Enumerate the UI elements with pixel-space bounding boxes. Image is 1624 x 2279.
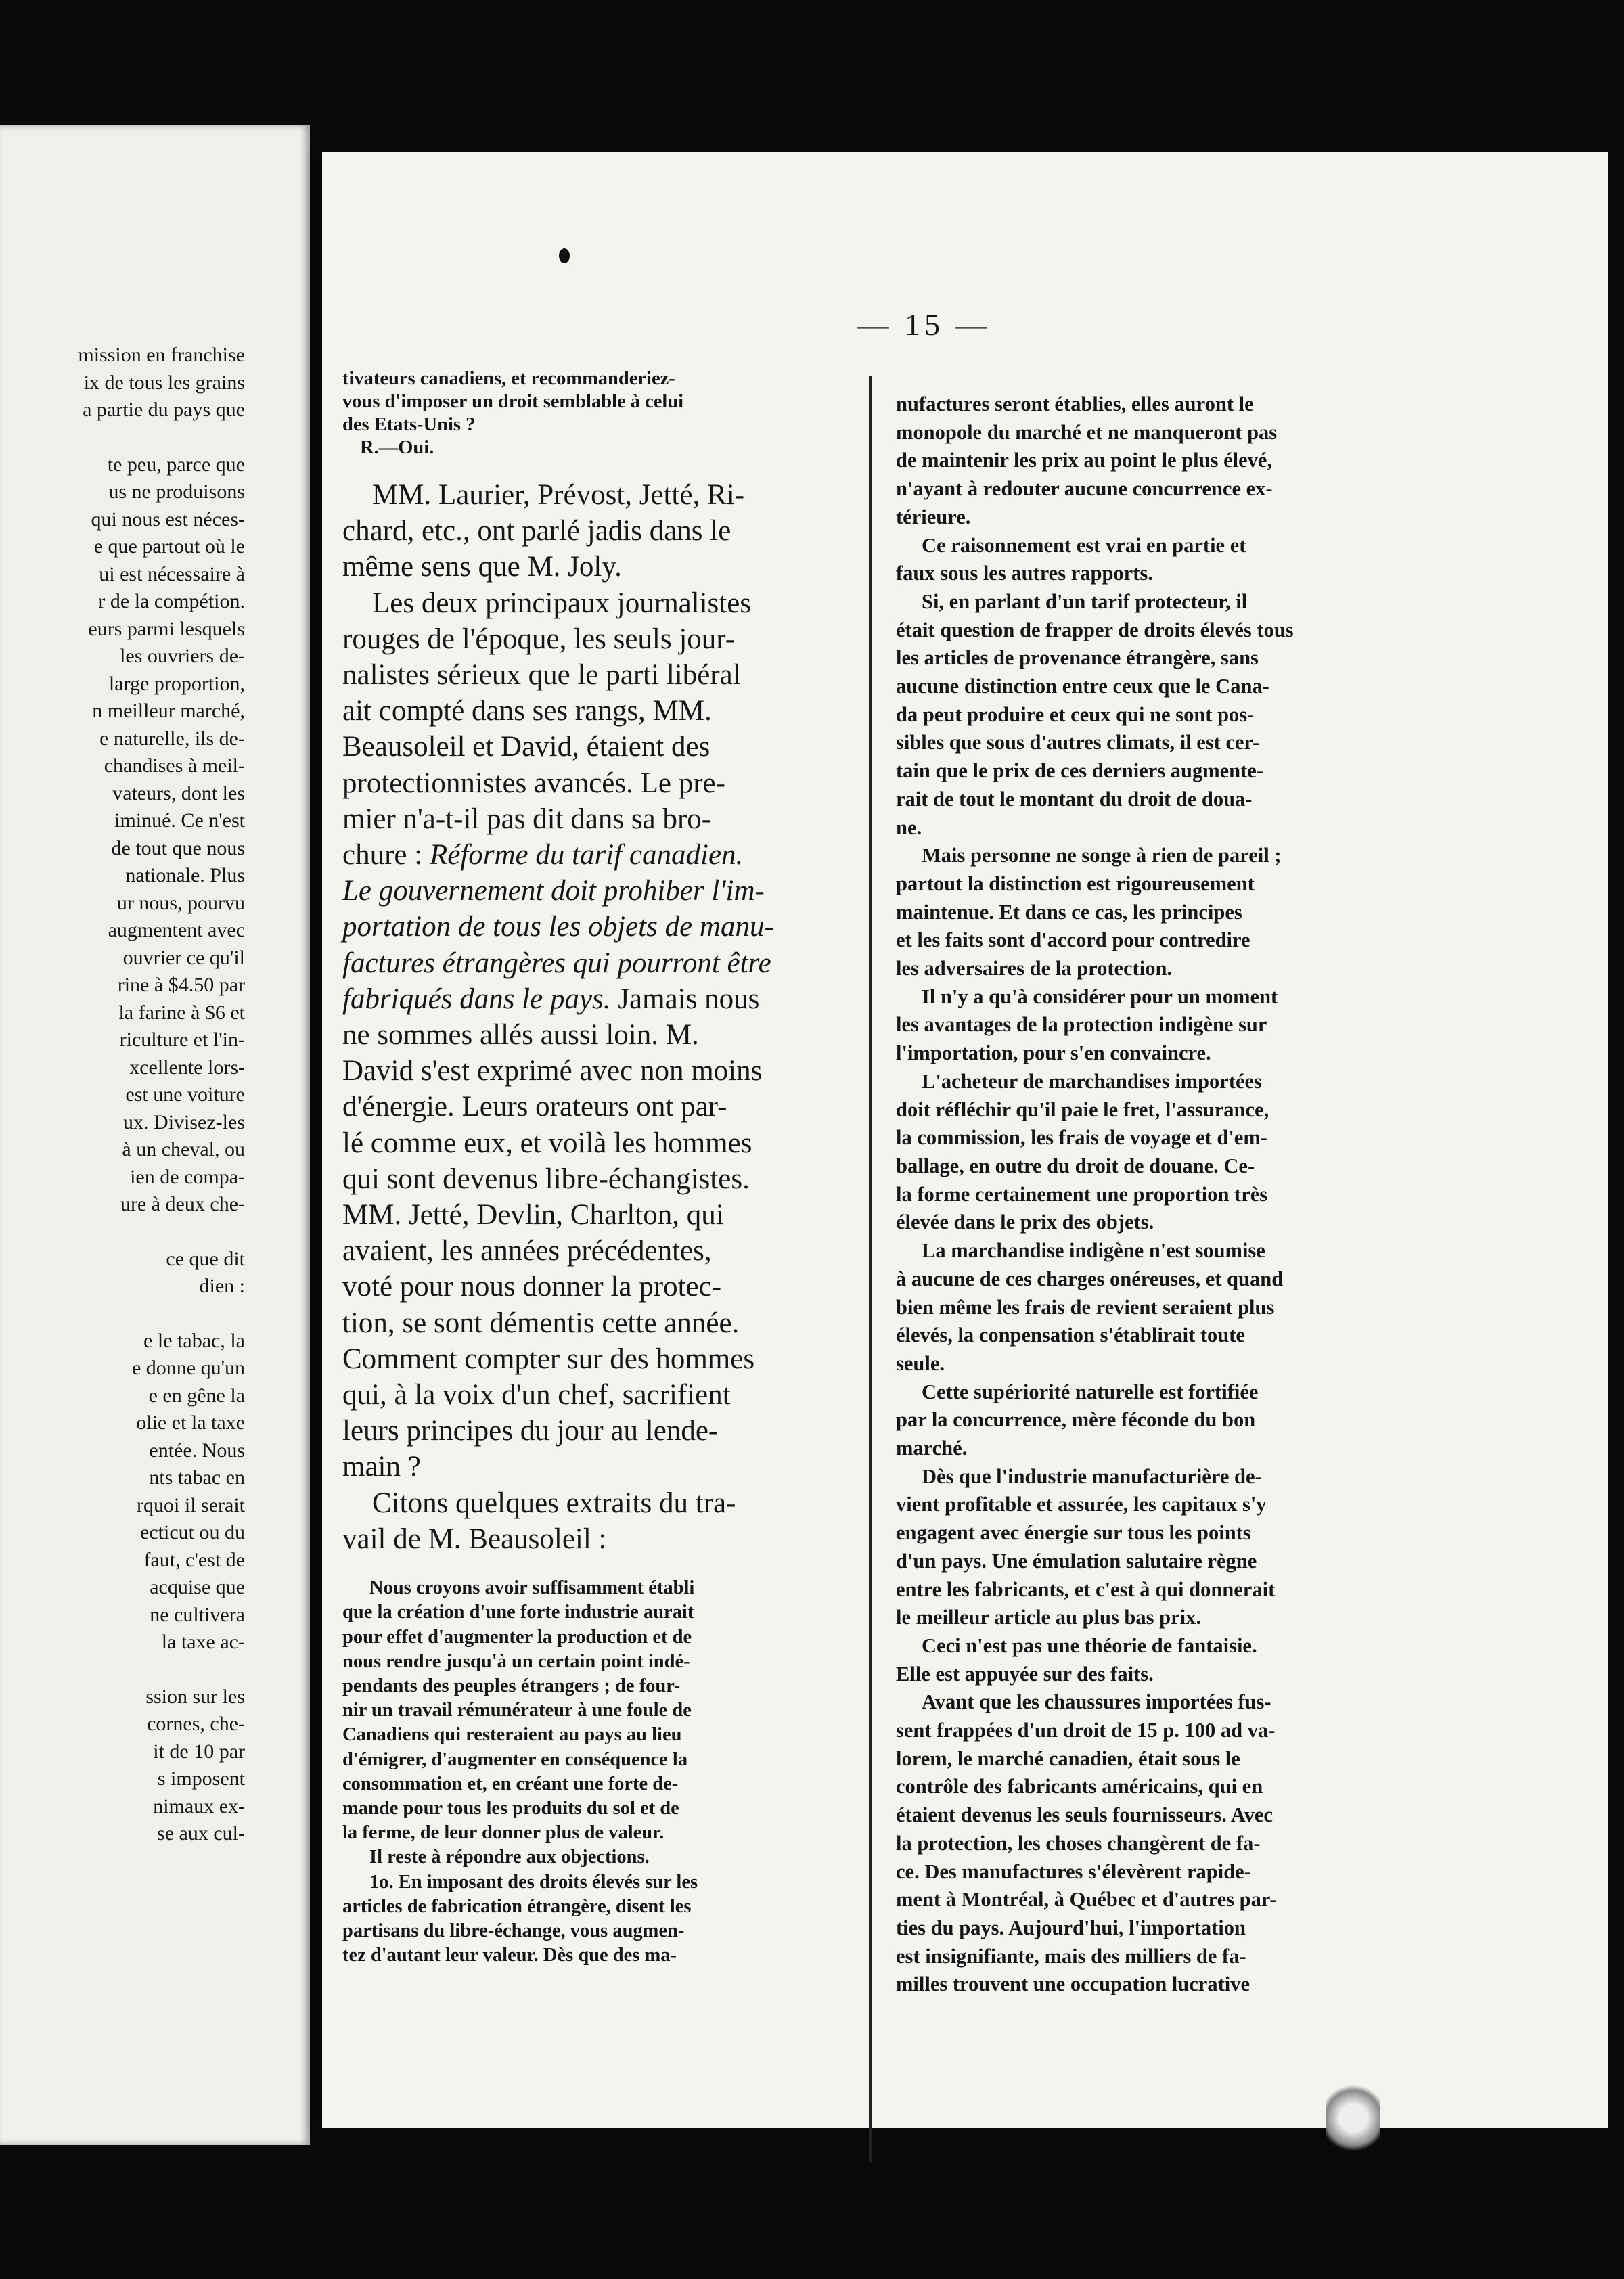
quote-line: articles de fabrication étrangère, disent les (342, 1895, 692, 1917)
left-page-line: ien de compa- (130, 1165, 245, 1188)
right-column-line: milles trouvent une occupation lucrative (896, 1972, 1250, 1996)
right-column-line: les avantages de la protection indigène sur (896, 1013, 1267, 1037)
italic-end: fabriqués dans le pays. (342, 983, 611, 1015)
left-page-line: entée. Nous (149, 1439, 245, 1462)
body-line: vail de M. Beausoleil : (342, 1522, 607, 1555)
left-page-line: s imposent (157, 1767, 245, 1790)
right-column-line: Cette supériorité naturelle est fortifiée (922, 1380, 1259, 1403)
quote-line: consommation et, en créant une forte de- (342, 1773, 679, 1795)
left-column (342, 367, 870, 1968)
left-page-text (0, 342, 310, 1848)
left-page-line: ouvrier ce qu'il (122, 946, 245, 969)
right-column-line: La marchandise indigène n'est soumise (922, 1239, 1265, 1263)
right-column-line: nufactures seront établies, elles auront le (896, 392, 1254, 415)
quote-line: la ferme, de leur donner plus de valeur. (342, 1822, 664, 1844)
right-column-line: la forme certainement une proportion très (896, 1182, 1268, 1206)
left-page-line: xcellente lors- (129, 1056, 245, 1079)
right-column-line: bien même les frais de revient seraient plus (896, 1295, 1275, 1319)
left-page-line: ce que dit (166, 1247, 245, 1270)
intro-line: R.—Oui. (360, 437, 434, 458)
right-column-line: d'un pays. Une émulation salutaire règne (896, 1549, 1257, 1573)
left-page-line: cornes, che- (147, 1713, 245, 1735)
quote-line: que la création d'une forte industrie aurait (342, 1602, 694, 1623)
quote-line: nir un travail rémunérateur à une foule de (342, 1700, 692, 1721)
right-column-line: Avant que les chaussures importées fus- (922, 1690, 1271, 1714)
quote-line: pendants des peuples étrangers ; de four- (342, 1675, 681, 1696)
body-line: Les deux principaux journalistes (372, 587, 752, 619)
left-page-line: à un cheval, ou (122, 1138, 245, 1160)
body-line: voté pour nous donner la protec- (342, 1271, 722, 1303)
left-page-line: ssion sur les (145, 1685, 245, 1708)
right-column-line: ties du pays. Aujourd'hui, l'importation (896, 1916, 1246, 1939)
body-line: ait compté dans ses rangs, MM. (342, 695, 712, 727)
left-page-line: it de 10 par (153, 1740, 245, 1763)
left-page-line: nationale. Plus (125, 864, 245, 886)
quote-line: mande pour tous les produits du sol et de (342, 1797, 679, 1819)
right-column-line: tain que le prix de ces derniers augmente- (896, 759, 1263, 783)
right-column-line: élevés, la conpensation s'établirait toute (896, 1324, 1245, 1347)
right-column-line: la protection, les choses changèrent de fa- (896, 1831, 1261, 1855)
left-page-line: e que partout où le (93, 535, 245, 558)
page (322, 152, 1608, 2128)
body-line: d'énergie. Leurs orateurs ont par- (342, 1091, 727, 1123)
right-column-line: est insignifiante, mais des milliers de fa- (896, 1944, 1246, 1968)
right-column-line: ne. (896, 815, 922, 839)
ink-dot (559, 248, 570, 263)
right-column-line: les articles de provenance étrangère, sans (896, 646, 1259, 670)
right-column-line: maintenue. Et dans ce cas, les principes (896, 900, 1242, 924)
italic-title: Réforme du tarif canadien. (429, 839, 744, 872)
quote-line: d'émigrer, d'augmenter en conséquence la (342, 1748, 688, 1770)
body-line: Beausoleil et David, étaient des (342, 731, 710, 763)
quote-line: tez d'autant leur valeur. Dès que des ma- (342, 1945, 677, 1966)
right-column-line: monopole du marché et ne manqueront pas (896, 420, 1278, 444)
right-column-line: ce. Des manufactures s'élevèrent rapide- (896, 1859, 1251, 1883)
left-page-line: la taxe ac- (161, 1631, 245, 1653)
body-line: même sens que M. Joly. (342, 551, 622, 583)
body-line: mier n'a-t-il pas dit dans sa bro- (342, 803, 712, 835)
body-line: qui, à la voix d'un chef, sacrifient (342, 1379, 731, 1412)
left-page-line (0, 424, 245, 451)
right-column-line: ballage, en outre du droit de douane. Ce- (896, 1154, 1255, 1177)
right-column-line: étaient devenus les seuls fournisseurs. Avec (896, 1803, 1273, 1827)
left-page-line: iminué. Ce n'est (114, 809, 245, 832)
right-column-line: sibles que sous d'autres climats, il est cer- (896, 731, 1260, 754)
left-page-line: rine à $4.50 par (117, 974, 245, 996)
right-column-line: à aucune de ces charges onéreuses, et quand (896, 1267, 1284, 1290)
right-column-line: Il n'y a qu'à considérer pour un moment (922, 985, 1278, 1008)
intro-line: tivateurs canadiens, et recommanderiez- (342, 368, 675, 389)
right-column-line: et les faits sont d'accord pour contredire (896, 928, 1250, 952)
right-column-line: Ce raisonnement est vrai en partie et (922, 533, 1246, 557)
italic-line: portation de tous les objets de manu- (342, 911, 774, 943)
right-column-line: aucune distinction entre ceux que le Cana- (896, 675, 1269, 698)
right-column-line: vient profitable et assurée, les capitaux s'y (896, 1493, 1267, 1516)
body-line: leurs principes du jour au lende- (342, 1415, 719, 1447)
left-page-line: e donne qu'un (131, 1357, 245, 1379)
body-line: rouges de l'époque, les seuls jour- (342, 623, 736, 655)
left-page-line: faut, c'est de (143, 1548, 245, 1571)
right-column-line: le meilleur article au plus bas prix. (896, 1606, 1201, 1629)
body-line-mixed (342, 981, 870, 1017)
left-page-line: ix de tous les grains (83, 371, 245, 394)
left-page-line: ecticut ou du (140, 1521, 245, 1543)
left-page-line: dien : (199, 1275, 245, 1297)
right-column-line: marché. (896, 1437, 968, 1460)
left-page-line: ui est nécessaire à (99, 562, 245, 585)
right-column-line: Ceci n'est pas une théorie de fantaisie. (922, 1633, 1257, 1657)
right-column-line: élevée dans le prix des objets. (896, 1211, 1154, 1234)
quote-line: pour effet d'augmenter la production et de (342, 1626, 692, 1648)
left-page-line: riculture et l'in- (119, 1029, 245, 1051)
body-line: protectionnistes avancés. Le pre- (342, 767, 725, 799)
quote-line: partisans du libre-échange, vous augmen- (342, 1920, 685, 1941)
right-column-line: engagent avec énergie sur tous les points (896, 1521, 1251, 1545)
left-page-line (0, 1656, 245, 1684)
left-page-line: ne cultivera (150, 1603, 245, 1626)
left-page-line: nts tabac en (149, 1466, 245, 1489)
body-line: David s'est exprimé avec non moins (342, 1055, 763, 1087)
quote-line: Canadiens qui resteraient au pays au lieu (342, 1724, 682, 1746)
left-page-line: de tout que nous (111, 836, 245, 859)
body-text: chure : (342, 839, 430, 872)
left-page-line: mission en franchise (78, 344, 245, 366)
intro-line: vous d'imposer un droit semblable à celui (342, 391, 684, 412)
left-page-line: e naturelle, ils de- (99, 727, 245, 750)
left-page-line: ux. Divisez-les (123, 1110, 245, 1133)
body-line: nalistes sérieux que le parti libéral (342, 659, 741, 692)
left-page-line: vateurs, dont les (112, 782, 245, 805)
italic-line: factures étrangères qui pourront être (342, 947, 771, 979)
right-column-line: Si, en parlant d'un tarif protecteur, il (922, 589, 1248, 613)
body-line-mixed (342, 837, 870, 873)
right-column-line: n'ayant à redouter aucune concurrence ex- (896, 477, 1273, 501)
left-page-line: la farine à $6 et (118, 1001, 245, 1024)
right-column-line: contrôle des fabricants américains, qui en (896, 1775, 1263, 1799)
scan-artifact (1326, 2081, 1380, 2155)
right-column-line: Elle est appuyée sur des faits. (896, 1662, 1154, 1686)
right-column-line: ment à Montréal, à Québec et d'autres par- (896, 1888, 1277, 1912)
body-line: Citons quelques extraits du tra- (372, 1487, 736, 1519)
left-page-line: olie et la taxe (136, 1412, 245, 1434)
column-rule (869, 376, 872, 2162)
body-line: qui sont devenus libre-échangistes. (342, 1163, 750, 1195)
left-page-line: large proportion, (108, 672, 245, 695)
right-column-line: Mais personne ne songe à rien de pareil ; (922, 844, 1282, 867)
left-page-line: ure à deux che- (120, 1193, 245, 1215)
body-line: MM. Laurier, Prévost, Jetté, Ri- (372, 479, 745, 511)
left-page-line: e le tabac, la (143, 1329, 245, 1352)
left-page-line: eurs parmi lesquels (88, 617, 245, 640)
left-page-line: augmentent avec (108, 919, 245, 941)
left-page-line: qui nous est néces- (91, 507, 245, 531)
italic-line: Le gouvernement doit prohiber l'im- (342, 875, 765, 907)
right-column-line: était question de frapper de droits élevés tous (896, 618, 1294, 641)
quote-line: 1o. En imposant des droits élevés sur les (369, 1871, 698, 1893)
body-line: main ? (342, 1451, 421, 1483)
left-page-line: a partie du pays que (83, 399, 245, 421)
right-column-line: partout la distinction est rigoureusement (896, 872, 1255, 895)
left-page-line: te peu, parce que (107, 453, 245, 476)
quote-line: Nous croyons avoir suffisamment établi (369, 1577, 695, 1599)
right-column-line: la commission, les frais de voyage et d'em- (896, 1126, 1267, 1150)
body-line: avaient, les années précédentes, (342, 1235, 712, 1267)
quote-line: Il reste à répondre aux objections. (369, 1847, 650, 1868)
right-column-line: sent frappées d'un droit de 15 p. 100 ad va- (896, 1719, 1276, 1742)
left-page-line: se aux cul- (157, 1822, 245, 1845)
left-page-line: acquise que (150, 1576, 245, 1598)
right-column-line: da peut produire et ceux qui ne sont pos- (896, 702, 1255, 726)
left-page-line: nimaux ex- (153, 1795, 245, 1818)
body-line: lé comme eux, et voilà les hommes (342, 1127, 752, 1159)
left-page-line: n meilleur marché, (92, 700, 245, 722)
body-line: MM. Jetté, Devlin, Charlton, qui (342, 1199, 724, 1232)
right-column-line: par la concurrence, mère féconde du bon (896, 1408, 1256, 1432)
left-page-line: r de la compétion. (98, 590, 245, 612)
body-line: Comment compter sur des hommes (342, 1342, 755, 1375)
left-page-fragment (0, 125, 310, 2145)
right-column-line: L'acheteur de marchandises importées (922, 1069, 1262, 1093)
left-page-line: ur nous, pourvu (116, 891, 245, 914)
left-page-line: est une voiture (125, 1083, 245, 1106)
left-page-line (0, 1219, 245, 1246)
right-column-line: doit réfléchir qu'il paie le fret, l'assurance, (896, 1098, 1269, 1121)
right-column-line: rait de tout le montant du droit de doua- (896, 787, 1253, 811)
intro-line: des Etats-Unis ? (342, 414, 476, 435)
right-column-line: lorem, le marché canadien, était sous le (896, 1746, 1240, 1770)
right-column-line: faux sous les autres rapports. (896, 562, 1153, 585)
right-column-line: térieure. (896, 505, 971, 528)
body-line: tion, se sont démentis cette année. (342, 1307, 740, 1339)
right-column-line: seule. (896, 1351, 945, 1375)
right-column-line: de maintenir les prix au point le plus élevé, (896, 449, 1273, 472)
right-column (896, 390, 1505, 1999)
left-page-line (0, 1301, 245, 1328)
right-column-line: l'importation, pour s'en convaincre. (896, 1041, 1211, 1065)
right-column-line: Dès que l'industrie manufacturière de- (922, 1464, 1262, 1488)
body-line: chard, etc., ont parlé jadis dans le (342, 515, 731, 547)
left-page-line: us ne produisons (108, 480, 245, 503)
body-text: Jamais nous (610, 983, 760, 1015)
page-number: — 15 — (857, 307, 991, 342)
left-page-line: rquoi il serait (137, 1493, 245, 1516)
left-page-line: e en gêne la (148, 1384, 245, 1407)
right-column-line: les adversaires de la protection. (896, 957, 1173, 980)
left-page-line: les ouvriers de- (120, 645, 245, 667)
body-line: ne sommes allés aussi loin. M. (342, 1019, 699, 1052)
left-page-line: chandises à meil- (104, 754, 245, 777)
right-column-line: entre les fabricants, et c'est à qui donnerait (896, 1577, 1276, 1601)
quote-line: nous rendre jusqu'à un certain point indé- (342, 1650, 690, 1672)
